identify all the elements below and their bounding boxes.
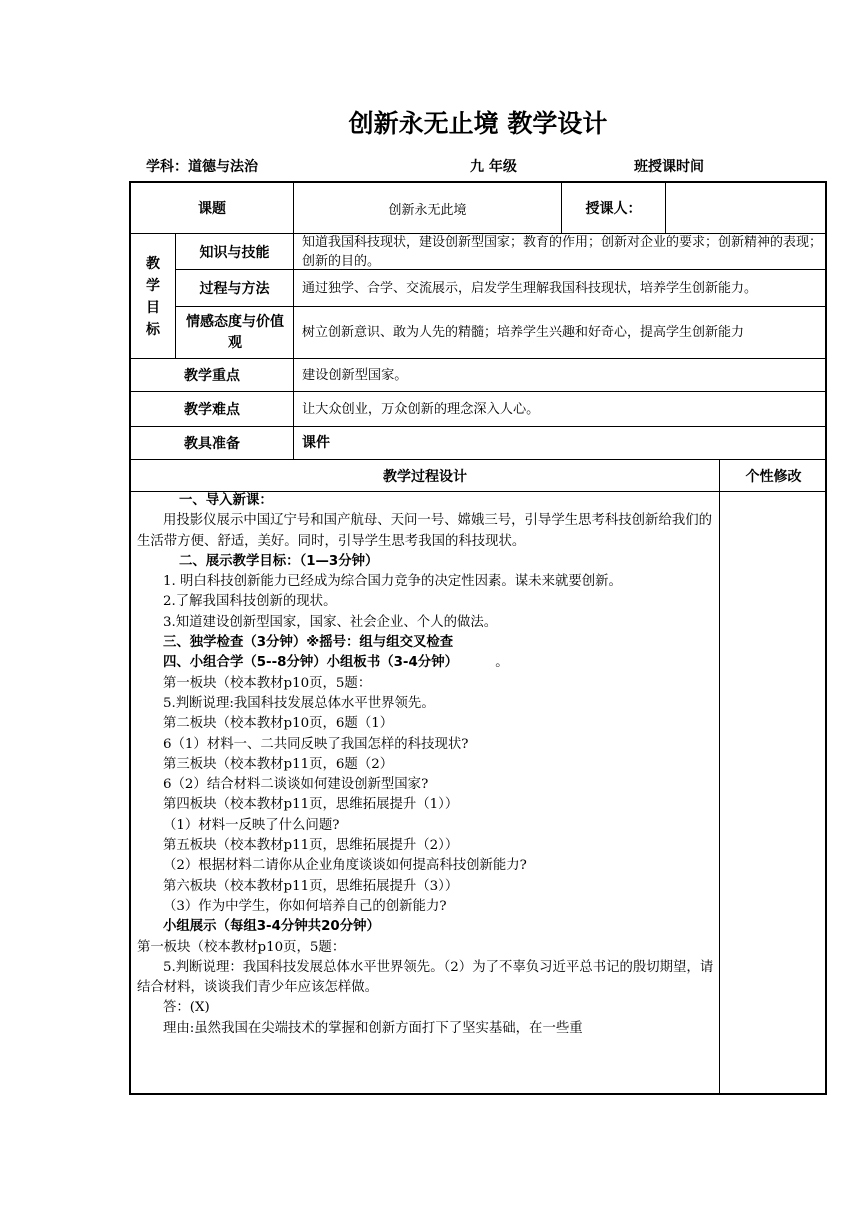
goal-process-label: 过程与方法 bbox=[199, 281, 270, 297]
key-point-label: 教学重点 bbox=[184, 368, 240, 384]
section-show-heading: 小组展示（每组3-4分钟共20分钟） bbox=[163, 919, 380, 935]
document-title: 创新永无止境 教学设计 bbox=[348, 109, 608, 138]
list-item: 6（2）结合材料二谈谈如何建设创新型国家? bbox=[163, 777, 429, 793]
list-item: 第一板块（校本教材p10页，5题： bbox=[137, 939, 346, 955]
topic-label: 课题 bbox=[198, 201, 226, 217]
paragraph: 用投影仪展示中国辽宁号和国产航母、天问一号、嫦娥三号，引导学生思考科技创新给我们的生活带方便、舒适，美好。同时，引导学生思考我国的科技现状。 bbox=[137, 513, 713, 549]
goal-knowledge-value: 知道我国科技现状，建设创新型国家；教育的作用；创新对企业的要求；创新精神的表现；创新的目的。 bbox=[302, 234, 823, 269]
list-item: 第五板块（校本教材p11页，思维拓展提升（2）） bbox=[163, 838, 459, 854]
teacher-value bbox=[666, 183, 827, 233]
reason-line: 理由:虽然我国在尖端技术的掌握和创新方面打下了坚实基础，在一些重 bbox=[163, 1020, 583, 1036]
section-goals-heading: 二、展示教学目标：（1—3分钟） bbox=[179, 553, 379, 569]
list-item: 3.知道建设创新型国家，国家、社会企业、个人的做法。 bbox=[163, 614, 498, 630]
teaching-goals-label: 教 学 目 标 bbox=[146, 256, 160, 338]
list-item: 第三板块（校本教材p11页，6题（2） bbox=[163, 756, 394, 772]
section-group-heading: 四、小组合学（5--8分钟）小组板书（3-4分钟） 。 bbox=[163, 655, 509, 671]
process-content bbox=[137, 491, 719, 1039]
goal-knowledge-label: 知识与技能 bbox=[199, 244, 270, 261]
difficulty-label: 教学难点 bbox=[184, 402, 240, 418]
list-item: （1）材料一反映了什么问题? bbox=[163, 817, 340, 833]
class-time-label: 班授课时间 bbox=[634, 159, 704, 175]
difficulty-value: 让大众创业，万众创新的理念深入人心。 bbox=[302, 401, 540, 417]
tools-value: 课件 bbox=[302, 434, 330, 451]
list-item: 6（1）材料一、二共同反映了我国怎样的科技现状? bbox=[163, 736, 469, 752]
goal-process-value: 通过独学、合学、交流展示，启发学生理解我国科技现状，培养学生创新能力。 bbox=[302, 280, 758, 296]
goal-attitude-label: 情感态度与价值观 bbox=[186, 313, 284, 351]
list-item: 1. 明白科技创新能力已经成为综合国力竞争的决定性因素。谋未来就要创新。 bbox=[163, 574, 622, 590]
personal-modify-header: 个性修改 bbox=[745, 468, 802, 485]
tools-label: 教具准备 bbox=[184, 436, 240, 452]
grade-label: 九 年级 bbox=[470, 159, 517, 175]
section-intro-heading: 一、导入新课： bbox=[179, 493, 273, 508]
lesson-plan-table bbox=[129, 181, 827, 1095]
list-item: 5.判断说理：我国科技发展总体水平世界领先。（2）为了不辜负习近平总书记的殷切期望，请结合材料，谈谈我们青少年应该怎样做。 bbox=[137, 959, 714, 996]
answer-line: 答：(X) bbox=[163, 1000, 210, 1016]
teacher-label: 授课人： bbox=[585, 201, 642, 217]
list-item: 2.了解我国科技创新的现状。 bbox=[163, 594, 337, 610]
topic-value: 创新永无此境 bbox=[388, 202, 467, 218]
process-design-header: 教学过程设计 bbox=[383, 468, 467, 485]
list-item: 第四板块（校本教材p11页，思维拓展提升（1）） bbox=[163, 797, 459, 813]
section-check-heading: 三、独学检查（3分钟）※摇号：组与组交叉检查 bbox=[163, 635, 454, 651]
list-item: （2）根据材料二请你从企业角度谈谈如何提高科技创新能力? bbox=[163, 858, 527, 874]
subject-label: 学科：道德与法治 bbox=[146, 159, 258, 175]
list-item: 第一板块（校本教材p10页，5题： bbox=[163, 675, 372, 691]
list-item: 第二板块（校本教材p10页，6题（1） bbox=[163, 716, 394, 732]
goal-attitude-value: 树立创新意识、敢为人先的精髓；培养学生兴趣和好奇心，提高学生创新能力 bbox=[302, 325, 745, 340]
list-item: 5.判断说理:我国科技发展总体水平世界领先。 bbox=[163, 695, 435, 711]
key-point-value: 建设创新型国家。 bbox=[302, 367, 408, 383]
list-item: （3）作为中学生，你如何培养自己的创新能力? bbox=[163, 898, 447, 914]
list-item: 第六板块（校本教材p11页，思维拓展提升（3）） bbox=[163, 878, 459, 894]
